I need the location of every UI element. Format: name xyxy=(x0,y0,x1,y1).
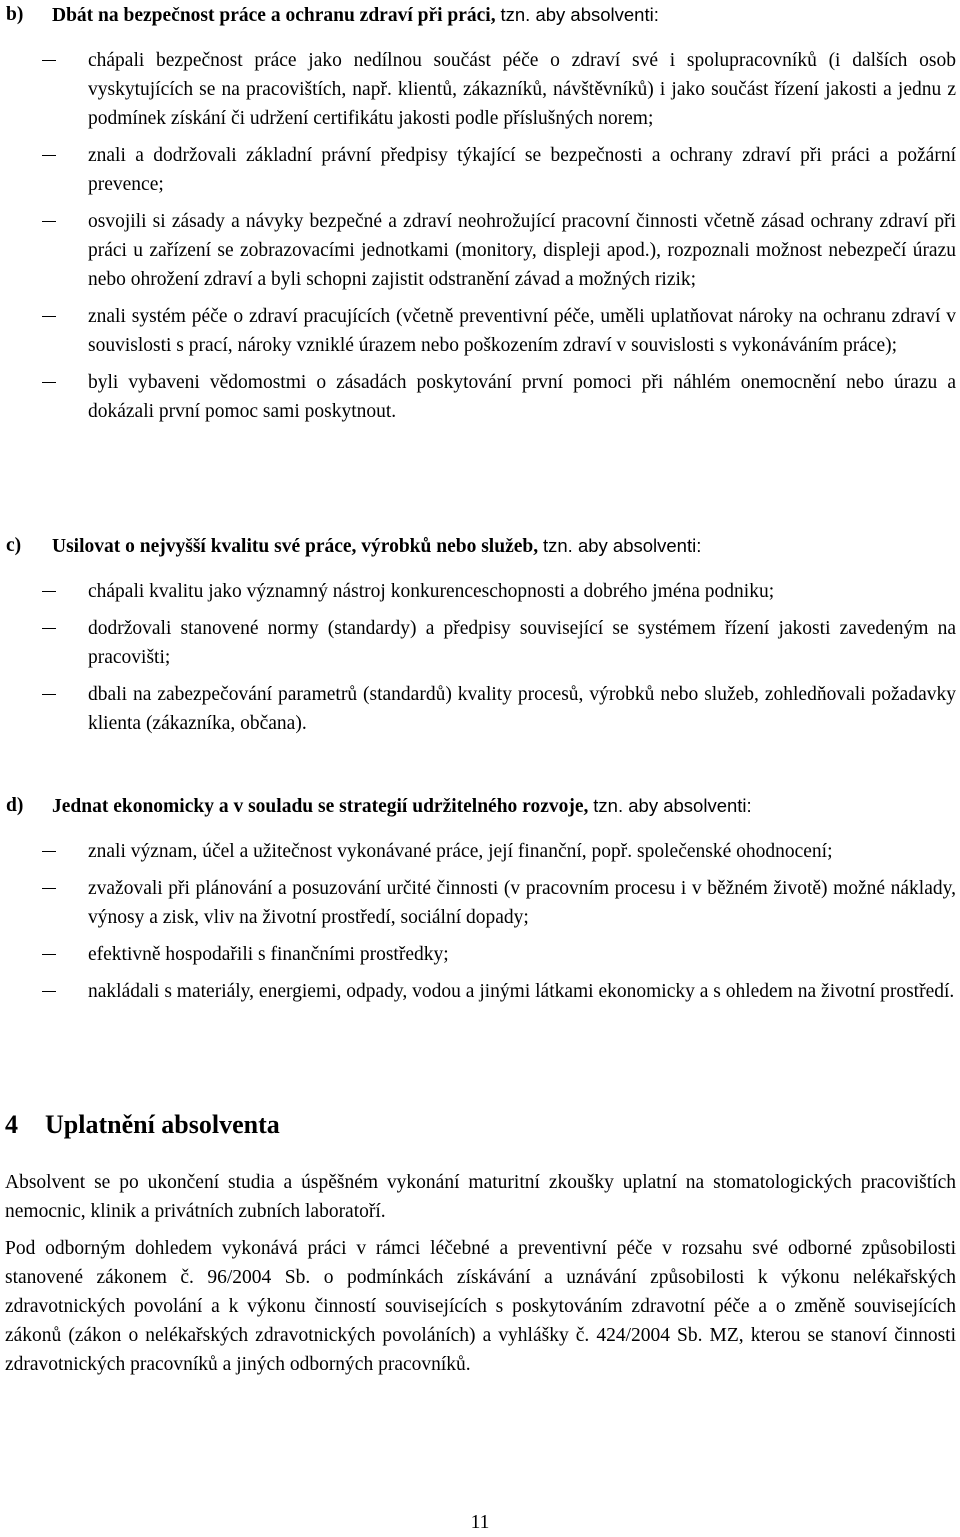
section-c-title: Usilovat o nejvyšší kvalitu své práce, výrobků nebo služeb, xyxy=(52,536,539,557)
section-d xyxy=(0,791,960,1014)
list-item: zvažovali při plánování a posuzování určité činnosti (v pracovním procesu i v běžném životě) možné náklady, výnosy a zisk, vliv na životní prostředí, sociální dopady; xyxy=(88,874,956,932)
section-c-heading xyxy=(0,531,960,563)
list-item: osvojili si zásady a návyky bezpečné a zdraví neohrožující pracovní činnosti včetně zásad ochrany zdraví při práci u zařízení se zobrazovacími jednotkami (monitory, displeji apod.), rozpoznali možnost nebezpečí úrazu nebo ohrožení zdraví a byli schopni zajistit odstranění závad a možných rizik; xyxy=(88,207,956,294)
dash-bullet-icon xyxy=(42,694,56,695)
dash-bullet-icon xyxy=(42,628,56,629)
dash-bullet-icon xyxy=(42,382,56,383)
dash-bullet-icon xyxy=(42,954,56,955)
section-b-list xyxy=(0,46,960,426)
dash-bullet-icon xyxy=(42,888,56,889)
list-item: dbali na zabezpečování parametrů (standardů) kvality procesů, výrobků nebo služeb, zohledňovali požadavky klienta (zákazníka, občana). xyxy=(88,680,956,738)
section-c-label: c) xyxy=(6,535,22,556)
list-item: nakládali s materiály, energiemi, odpady, vodou a jinými látkami ekonomicky a s ohledem na životní prostředí. xyxy=(88,977,956,1006)
chapter-title: Uplatnění absolventa xyxy=(45,1110,280,1139)
list-item: dodržovali stanovené normy (standardy) a předpisy související se systémem řízení jakosti zavedeným na pracovišti; xyxy=(88,614,956,672)
section-b-label: b) xyxy=(6,4,24,25)
section-c-intro: tzn. aby absolventi: xyxy=(542,535,702,556)
section-b xyxy=(0,0,960,434)
section-d-label: d) xyxy=(6,795,24,816)
dash-bullet-icon xyxy=(42,591,56,592)
page-number: 11 xyxy=(470,1512,490,1533)
section-b-title: Dbát na bezpečnost práce a ochranu zdraví při práci, xyxy=(52,5,496,26)
list-item: byli vybaveni vědomostmi o zásadách poskytování první pomoci při náhlém onemocnění nebo úrazu a dokázali první pomoc sami poskytnout. xyxy=(88,368,956,426)
list-item: chápali kvalitu jako významný nástroj konkurenceschopnosti a dobrého jména podniku; xyxy=(88,577,956,606)
dash-bullet-icon xyxy=(42,316,56,317)
dash-bullet-icon xyxy=(42,851,56,852)
chapter-heading xyxy=(5,1108,280,1142)
list-item: efektivně hospodařili s finančními prostředky; xyxy=(88,940,956,969)
paragraph: Absolvent se po ukončení studia a úspěšném vykonání maturitní zkoušky uplatní na stomatologických pracovištích nemocnic, klinik a privátních zubních laboratoří. xyxy=(5,1172,956,1222)
section-b-intro: tzn. aby absolventi: xyxy=(500,4,659,25)
section-c xyxy=(0,531,960,746)
section-d-heading xyxy=(0,791,960,823)
chapter-number: 4 xyxy=(5,1110,18,1139)
section-d-intro: tzn. aby absolventi: xyxy=(593,795,752,816)
dash-bullet-icon xyxy=(42,155,56,156)
dash-bullet-icon xyxy=(42,60,56,61)
paragraph: Pod odborným dohledem vykonává práci v rámci léčebné a preventivní péče v rozsahu své odborné způsobilosti stanovené zákonem č. 96/2004 Sb. o podmínkách získávání a uznávání způsobilosti k výkonu nelékařských zdravotnických povolání a k výkonu činností souvisejících s poskytováním zdravotní péče a o změně souvisejících zákonů (zákon o nelékařských zdravotnických povoláních) a vyhlášky č. 424/2004 Sb. MZ, kterou se stanoví činnosti zdravotnických pracovníků a jiných odborných pracovníků. xyxy=(5,1238,956,1375)
section-b-heading xyxy=(0,0,960,32)
section-c-list xyxy=(0,577,960,738)
list-item: znali a dodržovali základní právní předpisy týkající se bezpečnosti a ochrany zdraví při práci a požární prevence; xyxy=(88,141,956,199)
list-item: znali systém péče o zdraví pracujících (včetně preventivní péče, uměli uplatňovat nároky na ochranu zdraví v souvislosti s prací, nároky vzniklé úrazem nebo poškozením zdraví v souvislosti s vykonáváním práce); xyxy=(88,302,956,360)
section-d-title: Jednat ekonomicky a v souladu se strategií udržitelného rozvoje, xyxy=(52,796,589,817)
dash-bullet-icon xyxy=(42,221,56,222)
list-item: chápali bezpečnost práce jako nedílnou součást péče o zdraví své i spolupracovníků (i dalších osob vyskytujících se na pracovištích, např. klientů, zákazníků, návštěvníků) i jako součást řízení jakosti a jednu z podmínek získání či udržení certifikátu jakosti podle příslušných norem; xyxy=(88,46,956,133)
dash-bullet-icon xyxy=(42,991,56,992)
section-d-list xyxy=(0,837,960,1006)
list-item: znali význam, účel a užitečnost vykonávané práce, její finanční, popř. společenské ohodnocení; xyxy=(88,837,956,866)
